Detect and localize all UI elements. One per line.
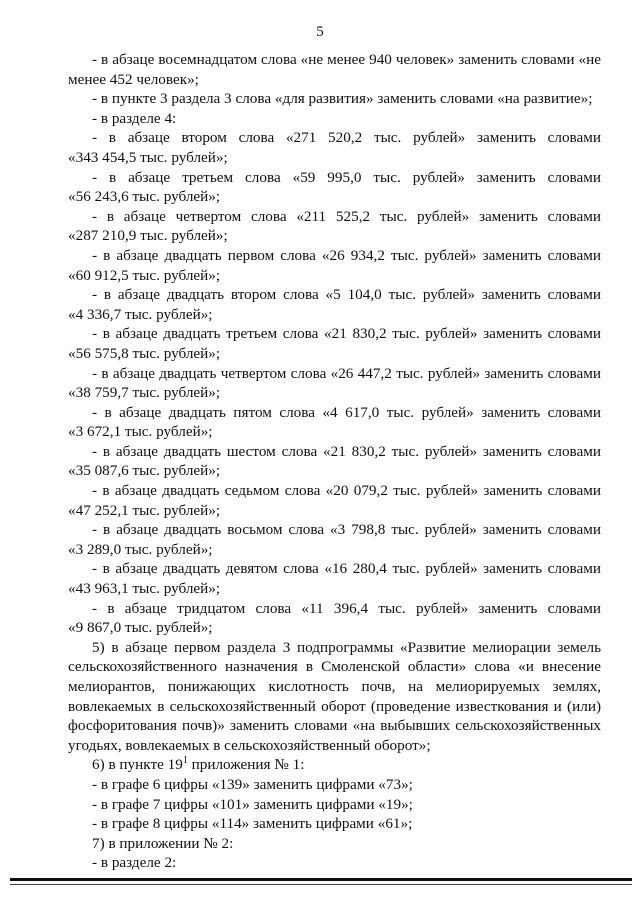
- line-text: 7) в приложении № 2:: [92, 834, 234, 852]
- text-line: [68, 501, 601, 521]
- text-line: [68, 677, 601, 697]
- line-text: мелиорантов, понижающих кислотность почв, на мелиорируемых землях,: [68, 678, 601, 695]
- text-line: [68, 383, 601, 403]
- text-line: [86, 50, 601, 70]
- text-line: [68, 736, 601, 756]
- text-line: [86, 109, 601, 129]
- line-text: «287 210,9 тыс. рублей»;: [68, 227, 228, 245]
- line-text: - в абзаце третьем слова «59 995,0 тыс. рублей» заменить словами: [92, 168, 601, 186]
- text-line: [68, 148, 601, 168]
- text-line: [68, 716, 601, 736]
- line-text: «4 336,7 тыс. рублей»;: [68, 305, 213, 323]
- line-text: 5) в абзаце первом раздела 3 подпрограммы «Развитие мелиорации земель: [92, 638, 601, 656]
- text-line: [68, 266, 601, 286]
- text-line: [68, 226, 601, 246]
- text-line: [86, 128, 601, 148]
- text-line: [68, 187, 601, 207]
- line-text: - в пункте 3 раздела 3 слова «для развития» заменить словами «на развитие»;: [92, 90, 593, 108]
- line-text: - в абзаце двадцать пятом слова «4 617,0 тыс. рублей» заменить словами: [92, 403, 601, 421]
- line-text: - в абзаце двадцать первом слова «26 934,2 тыс. рублей» заменить словами: [92, 246, 601, 264]
- line-text: - в графе 6 цифры «139» заменить цифрами «73»;: [92, 775, 413, 793]
- text-line: [86, 364, 601, 384]
- line-text: - в абзаце двадцать девятом слова «16 280,4 тыс. рублей» заменить словами: [92, 560, 601, 578]
- line-text: «56 243,6 тыс. рублей»;: [68, 188, 221, 206]
- text-line: [68, 344, 601, 364]
- line-text: «60 912,5 тыс. рублей»;: [68, 266, 221, 284]
- bottom-rule: [10, 878, 632, 881]
- line-text: «3 289,0 тыс. рублей»;: [68, 540, 213, 558]
- line-text: - в абзаце четвертом слова «211 525,2 тыс. рублей» заменить словами: [92, 207, 601, 225]
- text-line: [86, 834, 601, 854]
- text-line: [86, 246, 601, 266]
- line-text: - в абзаце двадцать шестом слова «21 830,2 тыс. рублей» заменить словами: [92, 442, 601, 460]
- text-line: [86, 89, 601, 109]
- text-line: [86, 168, 601, 188]
- line-text: - в абзаце двадцать третьем слова «21 830,2 тыс. рублей» заменить словами: [92, 325, 601, 343]
- text-line: [68, 579, 601, 599]
- line-text: «9 867,0 тыс. рублей»;: [68, 619, 213, 637]
- text-line: [86, 775, 601, 795]
- line-text: менее 452 человек»;: [68, 70, 199, 88]
- line-text: вовлекаемых в сельскохозяйственный оборот (проведение известкования и (или): [68, 697, 601, 715]
- text-line: [68, 70, 601, 90]
- bottom-rule-thin: [10, 884, 632, 885]
- line-text: «3 672,1 тыс. рублей»;: [68, 423, 213, 441]
- line-text: - в абзаце двадцать четвертом слова «26 447,2 тыс. рублей» заменить словами: [92, 364, 601, 382]
- line-text: - в абзаце двадцать втором слова «5 104,0 тыс. рублей» заменить словами: [92, 286, 601, 304]
- line-text: - в графе 8 цифры «114» заменить цифрами «61»;: [92, 815, 413, 833]
- document-body: [68, 50, 601, 873]
- text-line: [86, 755, 601, 775]
- superscript: 1: [182, 755, 188, 767]
- line-text: «47 252,1 тыс. рублей»;: [68, 501, 221, 519]
- line-text: - в абзаце двадцать седьмом слова «20 079,2 тыс. рублей» заменить словами: [92, 482, 601, 500]
- page-number: 5: [316, 24, 324, 40]
- text-line: [86, 599, 601, 619]
- text-line: [68, 618, 601, 638]
- text-line: [86, 520, 601, 540]
- text-line: [68, 461, 601, 481]
- text-line: [68, 697, 601, 717]
- line-text: - в разделе 2:: [92, 854, 177, 872]
- text-line: [86, 853, 601, 873]
- line-text: фосфоритования почв)» заменить словами «на выбывших сельскохозяйственных: [68, 717, 601, 735]
- line-text: «56 575,8 тыс. рублей»;: [68, 344, 221, 362]
- line-text: «43 963,1 тыс. рублей»;: [68, 580, 221, 598]
- line-text: - в абзаце восемнадцатом слова «не менее 940 человек» заменить словами «не: [92, 51, 601, 68]
- line-text: - в абзаце втором слова «271 520,2 тыс. рублей» заменить словами: [92, 129, 601, 147]
- text-line: [68, 305, 601, 325]
- text-line: [86, 481, 601, 501]
- text-line: [86, 442, 601, 462]
- line-text: «38 759,7 тыс. рублей»;: [68, 384, 221, 402]
- line-text: «343 454,5 тыс. рублей»;: [68, 148, 228, 166]
- text-line: [86, 559, 601, 579]
- line-text: - в графе 7 цифры «101» заменить цифрами «19»;: [92, 795, 413, 813]
- line-text: «35 087,6 тыс. рублей»;: [68, 462, 221, 480]
- text-line: [68, 540, 601, 560]
- line-text: сельскохозяйственного назначения в Смоленской области» слова «и внесение: [68, 658, 601, 676]
- text-line: [68, 422, 601, 442]
- text-line: [86, 638, 601, 658]
- line-text: - в разделе 4:: [92, 109, 177, 127]
- text-line: [86, 403, 601, 423]
- line-text: 6) в пункте 19: [92, 756, 183, 774]
- text-line: [86, 795, 601, 815]
- line-text: - в абзаце двадцать восьмом слова «3 798,8 тыс. рублей» заменить словами: [92, 521, 601, 539]
- text-line: [86, 324, 601, 344]
- text-line: [86, 207, 601, 227]
- text-line: [86, 814, 601, 834]
- line-text: - в абзаце тридцатом слова «11 396,4 тыс. рублей» заменить словами: [92, 599, 601, 617]
- text-line: [86, 285, 601, 305]
- text-line: [68, 657, 601, 677]
- line-text: угодьях, вовлекаемых в сельскохозяйственный оборот»;: [68, 736, 431, 754]
- line-text-tail: приложения № 1:: [187, 756, 305, 774]
